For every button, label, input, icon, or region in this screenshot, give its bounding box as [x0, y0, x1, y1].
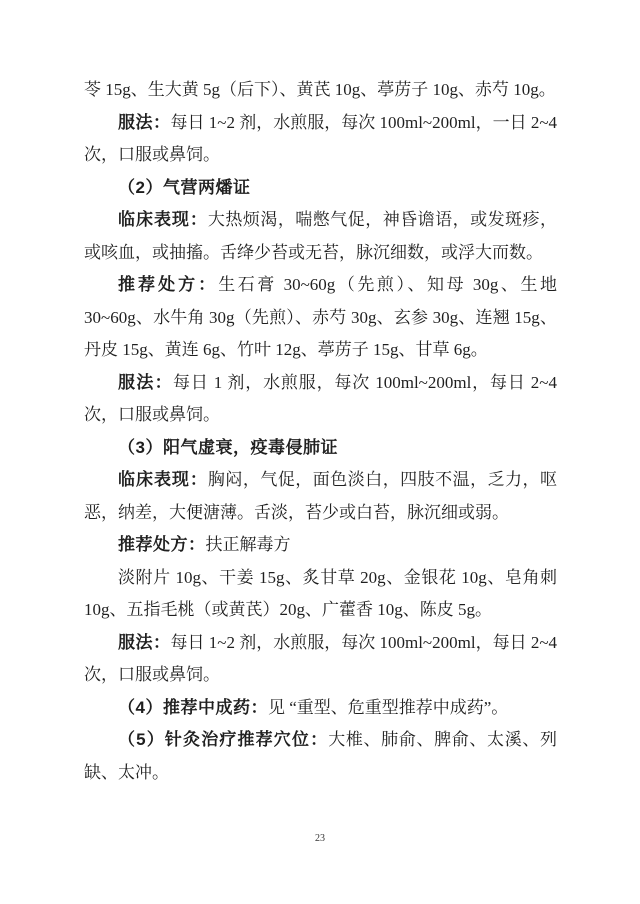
paragraph-text: 见 “重型、危重型推荐中成药”。	[267, 697, 509, 717]
paragraph	[84, 464, 557, 529]
paragraph	[84, 172, 557, 205]
paragraph-label: 临床表现：	[118, 210, 208, 229]
paragraph-label: 临床表现：	[118, 470, 208, 489]
paragraph-label: 服法：	[118, 632, 171, 652]
paragraph	[84, 692, 557, 725]
paragraph-text: 扶正解毒方	[205, 535, 291, 554]
paragraph	[84, 529, 557, 562]
paragraph-text: 大椎、肺俞、脾俞、太溪、列缺、太冲。	[84, 730, 557, 782]
paragraph-text: 生石膏 30~60g（先煎）、知母 30g、生地 30~60g、水牛角 30g（先煎）、赤芍 30g、玄参 30g、连翘 15g、丹皮 15g、黄连 6g、竹叶 12g、葶苈子 15g、甘草 6g。	[84, 275, 558, 359]
paragraph-label: （5）针灸治疗推荐穴位：	[118, 730, 329, 749]
paragraph-text: 大热烦渴，喘憋气促，神昏谵语，或发斑疹，或咳血，或抽搐。舌绛少苔或无苔，脉沉细数，或浮大而数。	[84, 210, 558, 262]
paragraph-label: （4）推荐中成药：	[118, 697, 268, 717]
paragraph-text: 每日 1~2 剂，水煎服，每次 100ml~200ml，每日 2~4 次，口服或鼻饲。	[84, 632, 558, 684]
page-number: 23	[315, 833, 325, 844]
paragraph-text: 淡附片 10g、干姜 15g、炙甘草 20g、金银花 10g、皂角刺 10g、五指毛桃（或黄芪）20g、广藿香 10g、陈皮 5g。	[84, 567, 557, 619]
paragraph-text: 苓 15g、生大黄 5g（后下）、黄芪 10g、葶苈子 10g、赤芍 10g。	[84, 80, 556, 99]
paragraph-label: （2）气营两燔证	[118, 177, 251, 197]
paragraph	[84, 367, 557, 432]
paragraph-label: 服法：	[118, 112, 171, 132]
paragraph	[84, 562, 557, 627]
paragraph-label: 服法：	[118, 372, 174, 392]
paragraph	[84, 269, 557, 367]
paragraph-label: 推荐处方：	[118, 535, 206, 554]
paragraph-text: 每日 1~2 剂，水煎服，每次 100ml~200ml，一日 2~4 次，口服或鼻饲。	[84, 112, 558, 164]
paragraph	[84, 107, 557, 172]
document-body	[84, 74, 557, 789]
paragraph-text: 胸闷，气促，面色淡白，四肢不温，乏力，呕恶，纳差，大便溏薄。舌淡，苔少或白苔，脉沉细或弱。	[84, 470, 558, 522]
paragraph-text: 每日 1 剂，水煎服，每次 100ml~200ml，每日 2~4 次，口服或鼻饲。	[84, 372, 557, 424]
paragraph	[84, 204, 557, 269]
paragraph	[84, 724, 557, 789]
paragraph-label: （3）阳气虚衰，疫毒侵肺证	[118, 437, 338, 457]
paragraph-label: 推荐处方：	[118, 275, 219, 294]
paragraph	[84, 627, 557, 692]
paragraph	[84, 74, 557, 107]
paragraph	[84, 432, 557, 465]
